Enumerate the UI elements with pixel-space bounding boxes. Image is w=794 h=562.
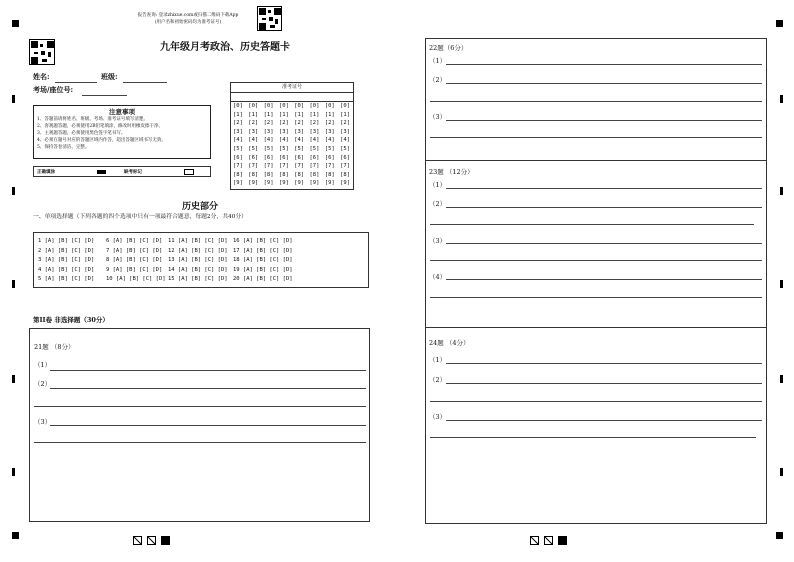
exam-number-bubble[interactable]: [3] — [294, 128, 305, 135]
exam-number-bubble[interactable]: [6] — [294, 154, 305, 161]
exam-number-bubble[interactable]: [9] — [263, 180, 274, 187]
right-answer-column — [425, 38, 767, 524]
timing-mark — [780, 468, 783, 476]
q21-part2-line[interactable] — [34, 406, 366, 407]
q24-title: 24题 （4分） — [429, 339, 470, 347]
exam-number-bubble[interactable]: [2] — [340, 120, 351, 127]
registration-mark — [776, 20, 783, 27]
exam-number-bubble[interactable]: [7] — [340, 163, 351, 170]
exam-number-bubble[interactable]: [1] — [233, 111, 243, 118]
exam-number-bubble[interactable]: [1] — [294, 111, 305, 118]
exam-number-bubble[interactable]: [2] — [248, 120, 259, 127]
exam-number-bubble[interactable]: [1] — [248, 111, 259, 118]
exam-number-bubble[interactable]: [2] — [294, 120, 305, 127]
notes-title: 注意事项 — [109, 108, 135, 116]
section-divider — [425, 327, 767, 328]
q24-part3-line[interactable] — [430, 437, 756, 438]
exam-number-bubble[interactable]: [9] — [309, 180, 320, 187]
exam-number-bubble[interactable]: [9] — [233, 180, 243, 187]
exam-number-bubble[interactable]: [4] — [324, 137, 335, 144]
q21-part1-label: （1） — [34, 361, 52, 369]
q23-part3-line[interactable] — [446, 243, 762, 244]
q23-part3-line[interactable] — [430, 260, 762, 261]
q22-part1-line[interactable] — [446, 64, 762, 65]
mc-question-row[interactable]: 15 [A] [B] [C] [D] — [168, 276, 228, 282]
exam-number-bubble[interactable]: [7] — [263, 163, 274, 170]
exam-number-bubble[interactable]: [8] — [324, 171, 335, 178]
mc-question-row[interactable]: 9 [A] [B] [C] [D] — [106, 266, 163, 273]
page-title: 九年级月考政治、历史答题卡 — [160, 42, 290, 53]
exam-number-bubble[interactable]: [9] — [278, 180, 289, 187]
q21-part2-line[interactable] — [50, 388, 366, 389]
question-21-box — [29, 328, 370, 522]
q22-part3-line[interactable] — [446, 120, 762, 121]
mc-question-row[interactable]: 10 [A] [B] [C] [D] — [106, 276, 166, 282]
exam-number-bubble[interactable]: [6] — [340, 154, 351, 161]
exam-number-bubble[interactable]: [8] — [263, 171, 274, 178]
exam-number-bubble[interactable]: [8] — [233, 171, 243, 178]
exam-number-bubble[interactable]: [4] — [248, 137, 259, 144]
seat-label: 考场/座位号: — [33, 85, 74, 94]
exam-number-bubble[interactable]: [8] — [248, 171, 259, 178]
exam-number-bubble[interactable]: [6] — [309, 154, 320, 161]
exam-number-bubble[interactable]: [3] — [278, 128, 289, 135]
q24-part3-label: （3） — [429, 413, 447, 421]
q22-part3-label: （3） — [429, 113, 447, 121]
timing-mark — [12, 280, 15, 288]
mc-question-row[interactable]: 17 [A] [B] [C] [D] — [233, 247, 293, 254]
registration-mark — [776, 532, 783, 539]
timing-mark — [780, 187, 783, 195]
mc-question-row[interactable]: 11 [A] [B] [C] [D] — [168, 238, 228, 244]
exam-number-bubble[interactable]: [3] — [324, 128, 335, 135]
q22-title: 22题（6分） — [429, 44, 468, 52]
q24-part1-line[interactable] — [446, 363, 762, 364]
exam-number-bubble[interactable]: [8] — [278, 171, 289, 178]
page-marker-right — [530, 531, 570, 550]
timing-mark — [780, 95, 783, 103]
mc-question-row[interactable]: 1 [A] [B] [C] [D] — [38, 238, 95, 244]
q24-part2-label: （2） — [429, 376, 447, 384]
timing-mark — [12, 95, 15, 103]
exam-number-bubble[interactable]: [7] — [233, 163, 243, 170]
mc-question-row[interactable]: 3 [A] [B] [C] [D] — [38, 257, 95, 263]
q21-title: 21题 （8分） — [34, 343, 75, 351]
exam-number-bubble[interactable]: [8] — [340, 171, 351, 178]
exam-number-bubble[interactable]: [0] — [324, 103, 335, 109]
exam-number-bubble[interactable]: [4] — [263, 137, 274, 144]
exam-number-bubble[interactable]: [7] — [248, 163, 259, 170]
absent-mark-label: 缺考标记 — [124, 170, 142, 175]
q24-part2-line[interactable] — [446, 383, 762, 384]
exam-number-bubble[interactable]: [0] — [278, 103, 289, 109]
q23-part4-label: （4） — [429, 273, 447, 281]
absent-mark-box[interactable] — [184, 169, 194, 175]
note-item: 5、保持答卷清洁、完整。 — [37, 145, 90, 150]
exam-number-bubble[interactable]: [0] — [340, 103, 351, 109]
part2-title: 第II卷 非选择题（30分） — [33, 316, 109, 324]
q22-part2-line[interactable] — [446, 83, 762, 84]
exam-number-box — [230, 82, 354, 190]
exam-number-bubble[interactable]: [6] — [278, 154, 289, 161]
name-field[interactable] — [55, 82, 97, 83]
section-divider — [425, 160, 767, 161]
q23-title: 23题 （12分） — [429, 168, 474, 176]
exam-number-bubble[interactable]: [0] — [309, 103, 320, 109]
exam-number-bubble[interactable]: [5] — [340, 146, 351, 152]
exam-number-bubble[interactable]: [6] — [263, 154, 274, 161]
class-label: 班级: — [101, 72, 118, 81]
exam-number-bubble[interactable]: [3] — [309, 128, 320, 135]
exam-number-bubble[interactable]: [3] — [263, 128, 274, 135]
exam-number-bubble[interactable]: [5] — [324, 146, 335, 152]
exam-number-bubble[interactable]: [7] — [324, 163, 335, 170]
notes-box — [33, 105, 211, 159]
exam-number-bubble[interactable]: [9] — [294, 180, 305, 187]
exam-number-bubble[interactable]: [4] — [294, 137, 305, 144]
exam-number-bubble[interactable]: [9] — [324, 180, 335, 187]
mc-question-row[interactable]: 13 [A] [B] [C] [D] — [168, 257, 228, 263]
exam-number-bubble[interactable]: [4] — [309, 137, 320, 144]
q21-part3-line[interactable] — [34, 442, 366, 443]
note-item: 2、客观题答题，必须使用2B铅笔填涂，修改时用橡皮擦干净。 — [37, 124, 164, 129]
q22-part2-label: （2） — [429, 76, 447, 84]
q22-part2-line[interactable] — [430, 101, 762, 102]
q24-part2-line[interactable] — [430, 401, 762, 402]
qr-code-icon — [29, 39, 55, 65]
timing-mark — [12, 187, 15, 195]
exam-number-bubble[interactable]: [1] — [309, 111, 320, 118]
note-item: 1、答题前请将姓名、班级、考场、准考证号填写清楚。 — [37, 117, 148, 122]
exam-number-bubble[interactable]: [7] — [294, 163, 305, 170]
qr-code-icon — [257, 6, 282, 31]
exam-number-bubble[interactable]: [8] — [309, 171, 320, 178]
exam-number-bubble[interactable]: [4] — [278, 137, 289, 144]
exam-number-bubble[interactable]: [4] — [340, 137, 351, 144]
exam-number-title: 准考证号 — [231, 83, 353, 93]
exam-number-bubble[interactable]: [9] — [248, 180, 259, 187]
mc-question-row[interactable]: 12 [A] [B] [C] [D] — [168, 247, 228, 254]
exam-number-bubble[interactable]: [5] — [263, 146, 274, 152]
exam-number-bubble[interactable]: [2] — [233, 120, 243, 127]
mc-question-row[interactable]: 2 [A] [B] [C] [D] — [38, 247, 95, 254]
registration-mark — [12, 532, 19, 539]
history-section-title: 历史部分 — [181, 202, 218, 212]
exam-number-bubble[interactable]: [0] — [233, 103, 243, 109]
mc-question-row[interactable]: 19 [A] [B] [C] [D] — [233, 266, 293, 273]
exam-number-bubble[interactable]: [5] — [309, 146, 320, 152]
exam-number-bubble[interactable]: [3] — [340, 128, 351, 135]
q23-part4-line[interactable] — [430, 297, 762, 298]
class-field[interactable] — [123, 82, 167, 83]
exam-number-bubble[interactable]: [6] — [233, 154, 243, 161]
name-label: 姓名: — [33, 72, 50, 81]
q22-part1-label: （1） — [429, 57, 447, 65]
mc-instruction: 一、单项选择题（下列各题的四个选项中只有一项最符合题意，每题2分，共40分） — [33, 214, 247, 220]
mc-question-row[interactable]: 7 [A] [B] [C] [D] — [106, 247, 163, 254]
exam-number-bubble[interactable]: [2] — [324, 120, 335, 127]
mc-question-row[interactable]: 14 [A] [B] [C] [D] — [168, 266, 228, 273]
exam-number-bubble[interactable]: [1] — [263, 111, 274, 118]
exam-number-bubble[interactable]: [5] — [233, 146, 243, 152]
exam-number-bubble[interactable]: [5] — [248, 146, 259, 152]
registration-mark — [12, 20, 19, 27]
mc-question-row[interactable]: 20 [A] [B] [C] [D] — [233, 276, 293, 282]
exam-number-bubble[interactable]: [1] — [340, 111, 351, 118]
multiple-choice-box — [33, 232, 369, 288]
fill-sample-box — [33, 166, 211, 177]
timing-mark — [780, 375, 783, 383]
header-notice-line2: (用户名和初始密码均为准考证号) — [154, 20, 222, 25]
mc-question-row[interactable]: 16 [A] [B] [C] [D] — [233, 238, 293, 244]
note-item: 4、必须在题号对应的答题区域内作答，超出答题区域书写无效。 — [37, 138, 166, 143]
exam-number-bubble[interactable]: [1] — [324, 111, 335, 118]
exam-number-bubble[interactable]: [5] — [278, 146, 289, 152]
exam-number-bubble[interactable]: [0] — [263, 103, 274, 109]
q23-part2-label: （2） — [429, 200, 447, 208]
exam-number-bubble[interactable]: [6] — [248, 154, 259, 161]
correct-fill-sample — [97, 170, 106, 174]
note-item: 3、主观题答题，必须使用黑色签字笔书写。 — [37, 131, 126, 136]
q21-part3-label: （3） — [34, 418, 52, 426]
exam-number-bubble[interactable]: [0] — [248, 103, 259, 109]
mc-question-row[interactable]: 5 [A] [B] [C] [D] — [38, 276, 95, 282]
q23-part3-label: （3） — [429, 237, 447, 245]
q23-part2-line[interactable] — [446, 207, 762, 208]
exam-number-bubble[interactable]: [7] — [278, 163, 289, 170]
mc-question-row[interactable]: 18 [A] [B] [C] [D] — [233, 257, 293, 263]
page-marker-left — [133, 531, 173, 550]
mc-question-row[interactable]: 4 [A] [B] [C] [D] — [38, 266, 95, 273]
exam-number-bubble[interactable]: [1] — [278, 111, 289, 118]
correct-fill-label: 正确填涂 — [37, 170, 55, 175]
seat-field[interactable] — [82, 95, 127, 96]
exam-number-bubble[interactable]: [4] — [233, 137, 243, 144]
exam-number-bubble[interactable]: [2] — [263, 120, 274, 127]
exam-number-bubble[interactable]: [7] — [309, 163, 320, 170]
exam-number-bubble[interactable]: [5] — [294, 146, 305, 152]
timing-mark — [12, 375, 15, 383]
q22-part3-line[interactable] — [430, 137, 762, 138]
header-notice-line1: 报告查询: 登录zhixue.com或扫描二维码下载App — [137, 13, 239, 18]
q21-part3-line[interactable] — [50, 425, 366, 426]
exam-number-bubble[interactable]: [3] — [233, 128, 243, 135]
q23-part1-label: （1） — [429, 181, 447, 189]
q23-part1-line[interactable] — [446, 188, 762, 189]
timing-mark — [12, 468, 15, 476]
exam-number-bubble[interactable]: [8] — [294, 171, 305, 178]
exam-number-bubble[interactable]: [2] — [309, 120, 320, 127]
q24-part3-line[interactable] — [446, 420, 762, 421]
q23-part4-line[interactable] — [446, 279, 762, 280]
exam-number-bubble[interactable]: [6] — [324, 154, 335, 161]
q21-part1-line[interactable] — [50, 370, 366, 371]
q24-part1-label: （1） — [429, 356, 447, 364]
mc-question-row[interactable]: 8 [A] [B] [C] [D] — [106, 257, 163, 263]
exam-number-bubble[interactable]: [3] — [248, 128, 259, 135]
mc-question-row[interactable]: 6 [A] [B] [C] [D] — [106, 238, 163, 244]
q21-part2-label: （2） — [34, 380, 52, 388]
exam-number-bubble[interactable]: [9] — [340, 180, 351, 187]
exam-number-bubble[interactable]: [0] — [294, 103, 305, 109]
q23-part2-line[interactable] — [430, 224, 754, 225]
exam-number-bubble[interactable]: [2] — [278, 120, 289, 127]
timing-mark — [780, 280, 783, 288]
